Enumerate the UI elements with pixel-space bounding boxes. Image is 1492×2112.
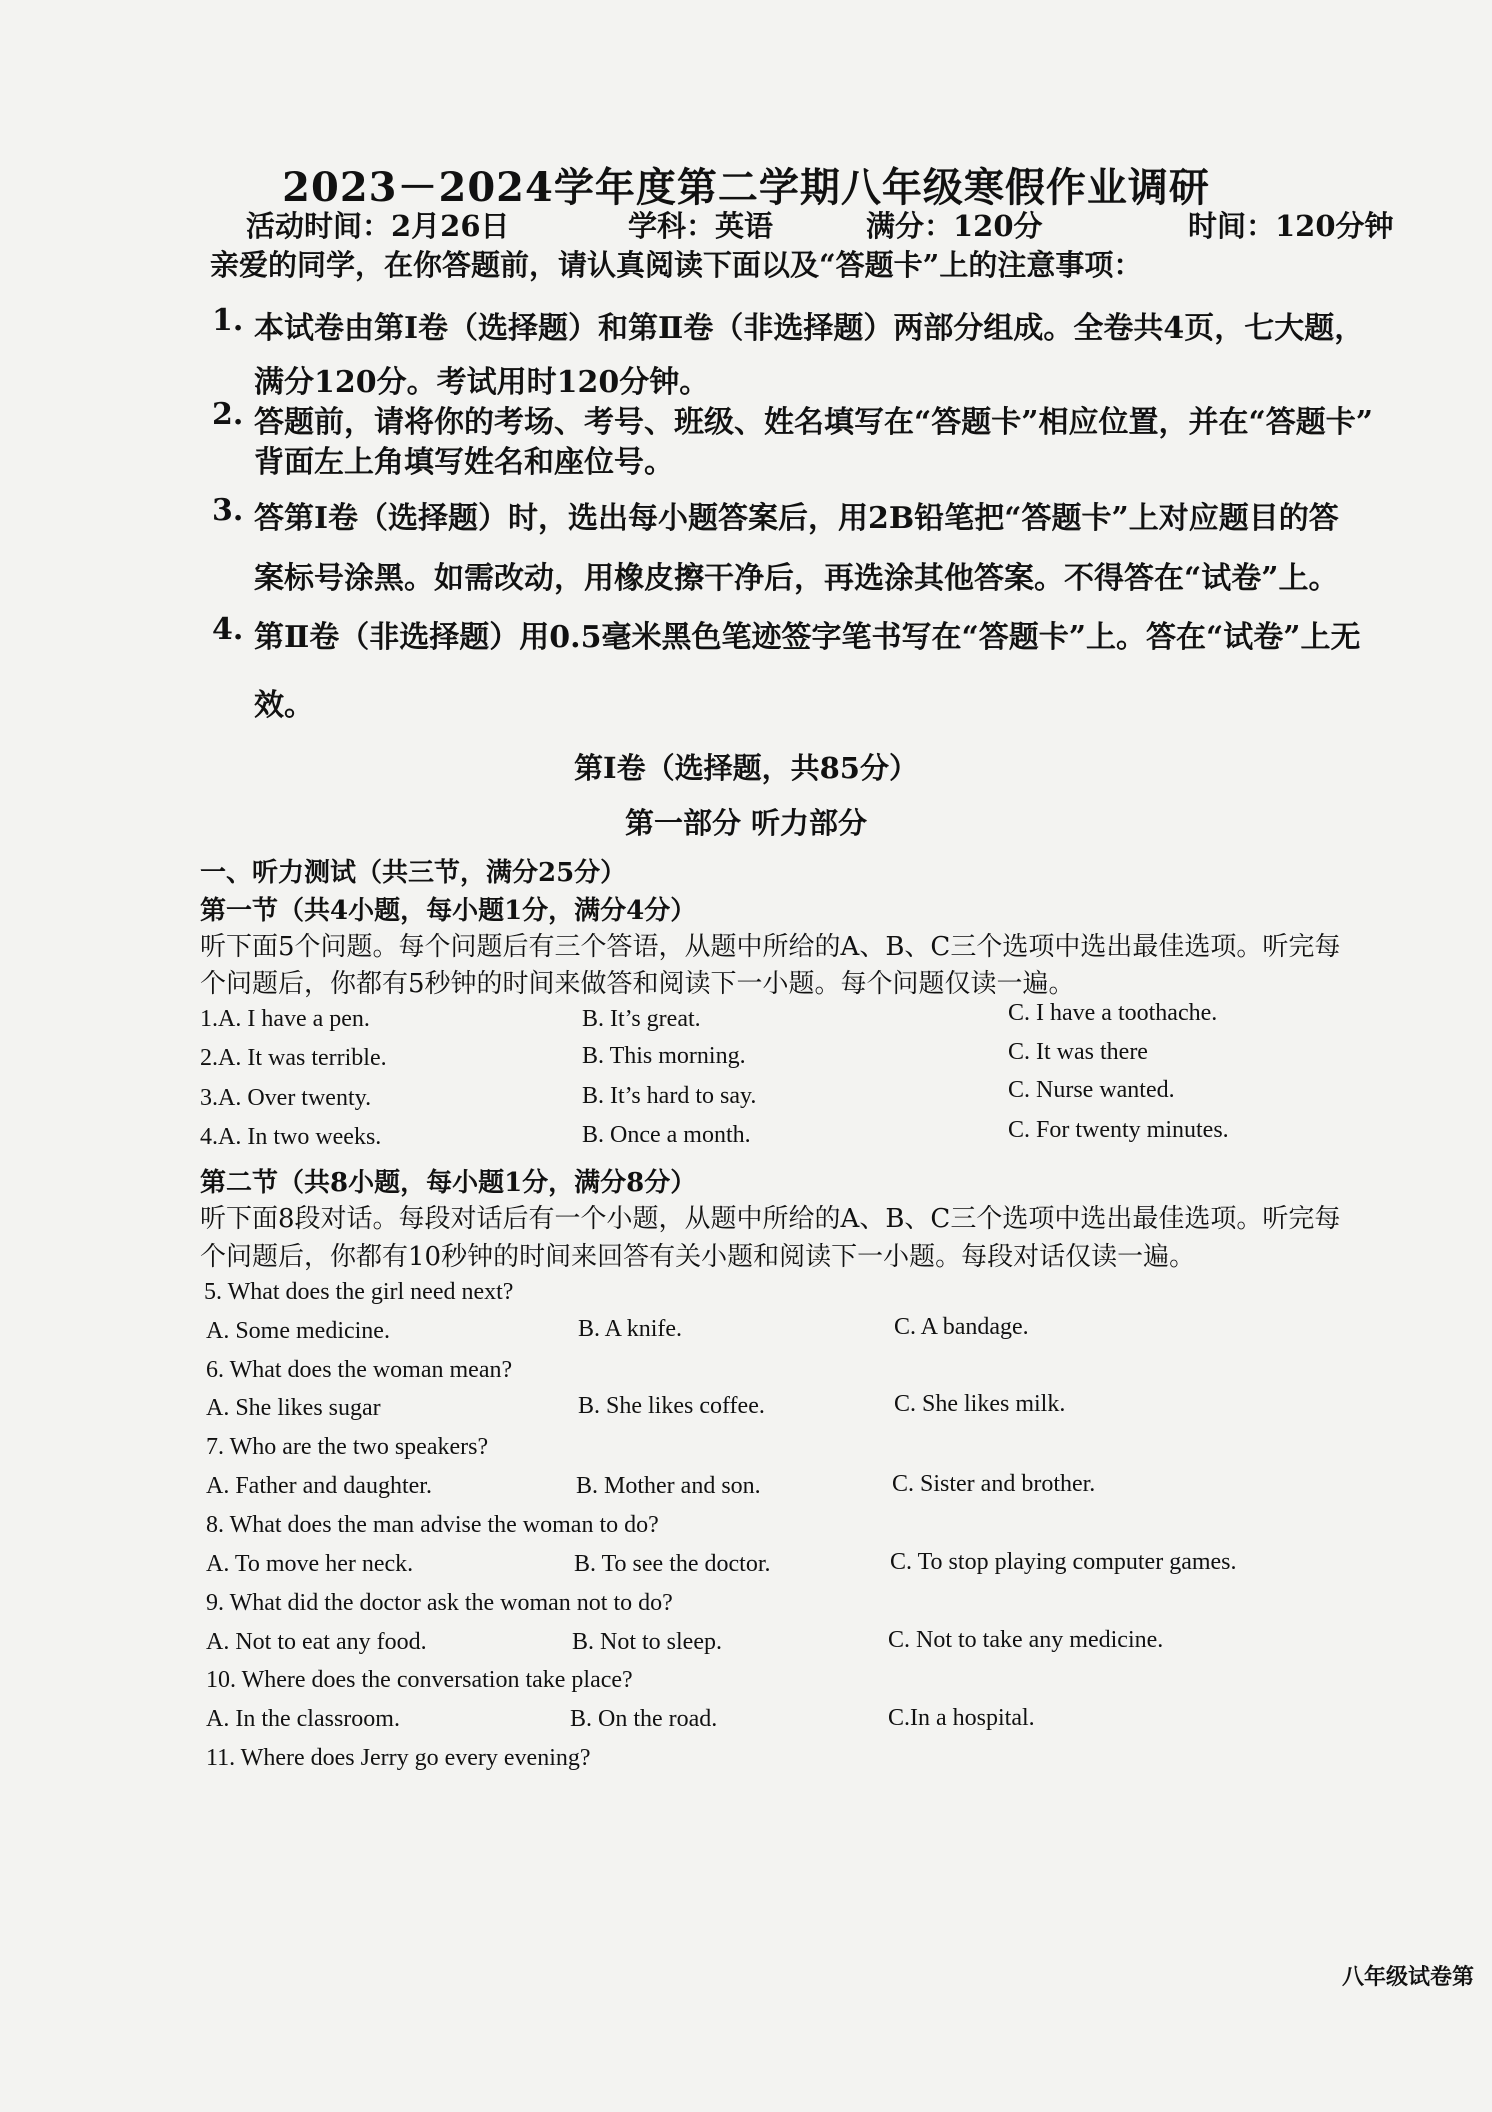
section1-instruction: 个问题后，你都有5秒钟的时间来做答和阅读下一小题。每个问题仅读一遍。 bbox=[200, 969, 1075, 999]
intro-text: 亲爱的同学，在你答题前，请认真阅读下面以及“答题卡”上的注意事项： bbox=[210, 248, 1143, 282]
page-footer: 八年级试卷第 bbox=[1341, 1964, 1474, 1990]
section1-instruction: 听下面5个问题。每个问题后有三个答语，从题中所给的A、B、C三个选项中选出最佳选项。听完每 bbox=[200, 932, 1341, 962]
option-c: C. Not to take any medicine. bbox=[888, 1627, 1164, 1653]
note-line: 第Ⅱ卷（非选择题）用0.5毫米黑色笔迹签字笔书写在“答题卡”上。答在“试卷”上无 bbox=[254, 620, 1361, 655]
option-b: B. On the road. bbox=[570, 1706, 718, 1732]
option-c: C. A bandage. bbox=[894, 1314, 1029, 1340]
option-b: B. To see the doctor. bbox=[574, 1551, 771, 1577]
subject: 学科：英语 bbox=[628, 209, 774, 243]
option-a: A. Father and daughter. bbox=[206, 1473, 432, 1499]
note-number: 3. bbox=[212, 493, 244, 528]
note-line: 背面左上角填写姓名和座位号。 bbox=[254, 445, 674, 480]
note-number: 2. bbox=[212, 397, 244, 432]
exam-time: 时间：120分钟 bbox=[1188, 209, 1394, 243]
note-line: 案标号涂黑。如需改动，用橡皮擦干净后，再选涂其他答案。不得答在“试卷”上。 bbox=[254, 561, 1339, 596]
question-text: 7. Who are the two speakers? bbox=[206, 1434, 489, 1460]
note-line: 答题前，请将你的考场、考号、班级、姓名填写在“答题卡”相应位置，并在“答题卡” bbox=[254, 405, 1374, 440]
option-a: A. Not to eat any food. bbox=[206, 1629, 427, 1655]
part1-subtitle: 第一部分 听力部分 bbox=[624, 806, 868, 840]
part1-title: 第Ⅰ卷（选择题，共85分） bbox=[574, 751, 918, 785]
option-a: A. Some medicine. bbox=[206, 1318, 390, 1344]
option-c: C. Sister and brother. bbox=[892, 1471, 1096, 1497]
question-text: 8. What does the man advise the woman to do? bbox=[206, 1512, 659, 1538]
option-c: C.In a hospital. bbox=[888, 1705, 1035, 1731]
note-line: 答第Ⅰ卷（选择题）时，选出每小题答案后，用2B铅笔把“答题卡”上对应题目的答 bbox=[254, 501, 1339, 536]
note-line: 效。 bbox=[254, 688, 314, 723]
option-c: C. Nurse wanted. bbox=[1008, 1077, 1175, 1103]
option-a: 1.A. I have a pen. bbox=[200, 1006, 370, 1032]
option-b: B. Mother and son. bbox=[576, 1473, 761, 1499]
note-number: 1. bbox=[212, 303, 244, 338]
option-c: C. For twenty minutes. bbox=[1008, 1117, 1229, 1143]
option-b: B. This morning. bbox=[582, 1043, 746, 1069]
option-c: C. I have a toothache. bbox=[1008, 1000, 1218, 1026]
option-b: B. It’s great. bbox=[582, 1006, 701, 1032]
section2-instruction: 听下面8段对话。每段对话后有一个小题，从题中所给的A、B、C三个选项中选出最佳选项。听完每 bbox=[200, 1204, 1341, 1234]
question-text: 9. What did the doctor ask the woman not to do? bbox=[206, 1590, 673, 1616]
option-a: 3.A. Over twenty. bbox=[200, 1085, 372, 1111]
full-score: 满分：120分 bbox=[866, 209, 1043, 243]
note-number: 4. bbox=[212, 612, 244, 647]
question-text: 6. What does the woman mean? bbox=[206, 1357, 513, 1383]
section1-heading: 第一节（共4小题，每小题1分，满分4分） bbox=[200, 896, 697, 926]
option-a: 4.A. In two weeks. bbox=[200, 1124, 382, 1150]
section2-instruction: 个问题后，你都有10秒钟的时间来回答有关小题和阅读下一小题。每段对话仅读一遍。 bbox=[200, 1242, 1196, 1272]
option-c: C. She likes milk. bbox=[894, 1391, 1066, 1417]
option-c: C. To stop playing computer games. bbox=[890, 1549, 1237, 1575]
option-b: B. She likes coffee. bbox=[578, 1393, 765, 1419]
question-text: 5. What does the girl need next? bbox=[204, 1279, 514, 1305]
question-text: 10. Where does the conversation take place? bbox=[206, 1667, 633, 1693]
option-a: A. To move her neck. bbox=[206, 1551, 414, 1577]
option-b: B. Not to sleep. bbox=[572, 1629, 722, 1655]
option-a: 2.A. It was terrible. bbox=[200, 1045, 387, 1071]
option-a: A. In the classroom. bbox=[206, 1706, 400, 1732]
section2-heading: 第二节（共8小题，每小题1分，满分8分） bbox=[200, 1168, 697, 1198]
option-b: B. A knife. bbox=[578, 1316, 683, 1342]
note-line: 本试卷由第Ⅰ卷（选择题）和第Ⅱ卷（非选择题）两部分组成。全卷共4页，七大题， bbox=[254, 311, 1365, 346]
option-a: A. She likes sugar bbox=[206, 1395, 381, 1421]
activity-date: 活动时间：2月26日 bbox=[246, 209, 510, 243]
option-b: B. Once a month. bbox=[582, 1122, 751, 1148]
question-text: 11. Where does Jerry go every evening? bbox=[206, 1745, 591, 1771]
listening-heading: 一、听力测试（共三节，满分25分） bbox=[200, 858, 627, 888]
exam-title: 2023－2024学年度第二学期八年级寒假作业调研 bbox=[282, 164, 1210, 211]
note-line: 满分120分。考试用时120分钟。 bbox=[254, 365, 710, 400]
option-b: B. It’s hard to say. bbox=[582, 1083, 757, 1109]
option-c: C. It was there bbox=[1008, 1039, 1148, 1065]
